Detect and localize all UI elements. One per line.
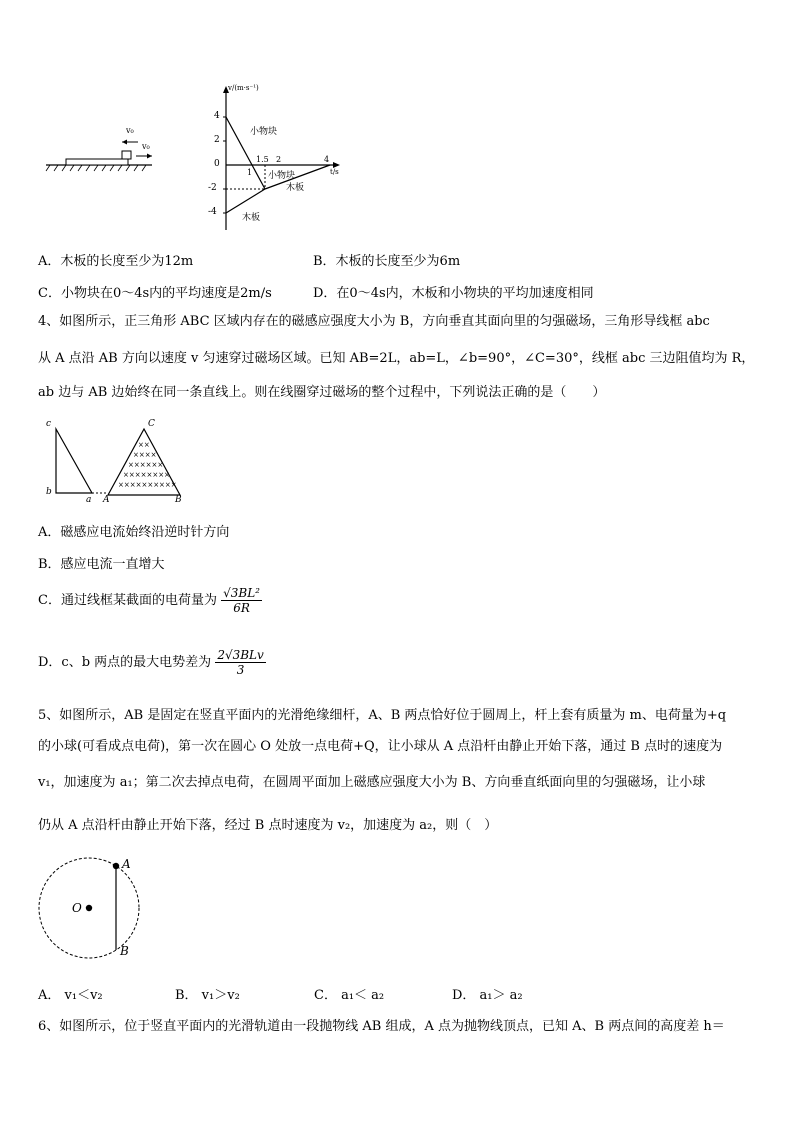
- vt-axis-label: v/(m·s⁻¹): [228, 84, 259, 92]
- q4-stem-line3: ab 边与 AB 边始终在同一条直线上。则在线圈穿过磁场的整个过程中，下列说法正确的是（ ）: [38, 385, 606, 400]
- fig5-label-O: O: [72, 901, 82, 915]
- q5-option-b: B． v₁＞v₂: [175, 988, 240, 1003]
- q5-option-a: A． v₁＜v₂: [38, 988, 103, 1003]
- fig4-label-B: B: [175, 495, 182, 505]
- q4-figure: [40, 415, 200, 507]
- label-small-block-top: 小物块: [250, 127, 278, 137]
- q4-option-d-denominator: 3: [236, 663, 245, 677]
- q5-figure: [36, 850, 156, 965]
- q4-triangles-svg: [40, 415, 200, 507]
- svg-text:××××××××××: ××××××××××: [118, 481, 177, 489]
- q4-option-d-fraction: [215, 648, 265, 677]
- fig4-label-C: C: [148, 419, 155, 429]
- label-board-bottom: 木板: [242, 213, 261, 223]
- x-tick-1: 1: [247, 168, 253, 177]
- x-tick-4: 4: [324, 155, 330, 164]
- q5-circle-svg: [36, 850, 156, 965]
- board-block-figure: [40, 120, 160, 180]
- q4-option-c-numerator: √3BL²: [223, 586, 260, 600]
- q5-stem-line4: 仍从 A 点沿杆由静止开始下落，经过 B 点时速度为 v₂，加速度为 a₂，则（ ）: [38, 818, 498, 833]
- svg-text:××: ××: [138, 441, 150, 449]
- fig4-label-A: A: [103, 495, 110, 505]
- q4-option-c-denominator: 6R: [233, 601, 250, 615]
- magnetic-field-crosses: [118, 441, 177, 489]
- fig4-label-c: c: [46, 419, 52, 429]
- svg-text:××××××: ××××××: [128, 461, 164, 469]
- v0-label-right: v₀: [142, 142, 150, 151]
- q4-option-a: A．磁感应电流始终沿逆时针方向: [38, 525, 230, 540]
- velocity-time-graph: [198, 82, 348, 232]
- fig5-label-A: A: [122, 857, 131, 871]
- q4-option-c-text: C．通过线框某截面的电荷量为: [38, 593, 217, 608]
- svg-text:××××××××: ××××××××: [123, 471, 170, 479]
- label-small-block-mid: 小物块: [268, 171, 296, 181]
- fig4-label-b: b: [46, 487, 52, 497]
- q3-option-d: D．在0～4s内，木板和小物块的平均加速度相同: [313, 286, 594, 301]
- v0-label-top: v₀: [126, 126, 134, 135]
- q5-option-d: D． a₁＞ a₂: [452, 988, 523, 1003]
- q5-stem-line1: 5、如图所示，AB 是固定在竖直平面内的光滑绝缘细杆，A、B 两点恰好位于圆周上，杆上套有质量为 m、电荷量为+q: [38, 708, 727, 723]
- q6-stem-line1: 6、如图所示，位于竖直平面内的光滑轨道由一段抛物线 AB 组成，A 点为抛物线顶点，已知 A、B 两点间的高度差 h＝: [38, 1019, 725, 1034]
- q4-option-d-text: D．c、b 两点的最大电势差为: [38, 655, 212, 670]
- label-board-mid: 木板: [286, 183, 305, 193]
- fig5-label-B: B: [120, 944, 129, 958]
- y-tick-4: 4: [214, 111, 220, 121]
- q4-option-c: [38, 586, 262, 615]
- q5-option-c: C． a₁＜ a₂: [314, 988, 385, 1003]
- q4-option-d: [38, 648, 266, 677]
- q4-option-b: B．感应电流一直增大: [38, 557, 165, 572]
- vt-t-label: t/s: [330, 168, 339, 176]
- q3-option-b: B．木板的长度至少为6m: [313, 254, 461, 269]
- x-tick-2: 2: [276, 155, 282, 164]
- q5-stem-line2: 的小球(可看成点电荷)，第一次在圆心 O 处放一点电荷+Q，让小球从 A 点沿杆由静止开始下落，通过 B 点时的速度为: [38, 739, 723, 754]
- y-tick-neg2: -2: [208, 183, 217, 193]
- q4-stem-line1: 4、如图所示，正三角形 ABC 区域内存在的磁感应强度大小为 B，方向垂直其面向里的匀强磁场，三角形导线框 abc: [38, 314, 710, 329]
- y-tick-0: 0: [214, 159, 220, 169]
- x-tick-1-5: 1.5: [256, 155, 269, 164]
- q3-option-a: A．木板的长度至少为12m: [38, 254, 194, 269]
- q4-option-d-numerator: 2√3BLv: [217, 648, 264, 662]
- q4-stem-line2: 从 A 点沿 AB 方向以速度 v 匀速穿过磁场区域。已知 AB=2L，ab=L，∠b=90°，∠C=30°，线框 abc 三边阻值均为 R，: [38, 351, 755, 366]
- fig4-label-a: a: [86, 495, 92, 505]
- q3-option-c: C．小物块在0～4s内的平均速度是2m/s: [38, 286, 272, 301]
- q4-option-c-fraction: [221, 586, 262, 615]
- q5-stem-line3: v₁，加速度为 a₁；第二次去掉点电荷，在圆周平面加上磁感应强度大小为 B、方向垂直纸面向里的匀强磁场，让小球: [38, 775, 706, 790]
- svg-text:××××: ××××: [133, 451, 157, 459]
- y-tick-2: 2: [214, 135, 220, 145]
- y-tick-neg4: -4: [208, 207, 217, 217]
